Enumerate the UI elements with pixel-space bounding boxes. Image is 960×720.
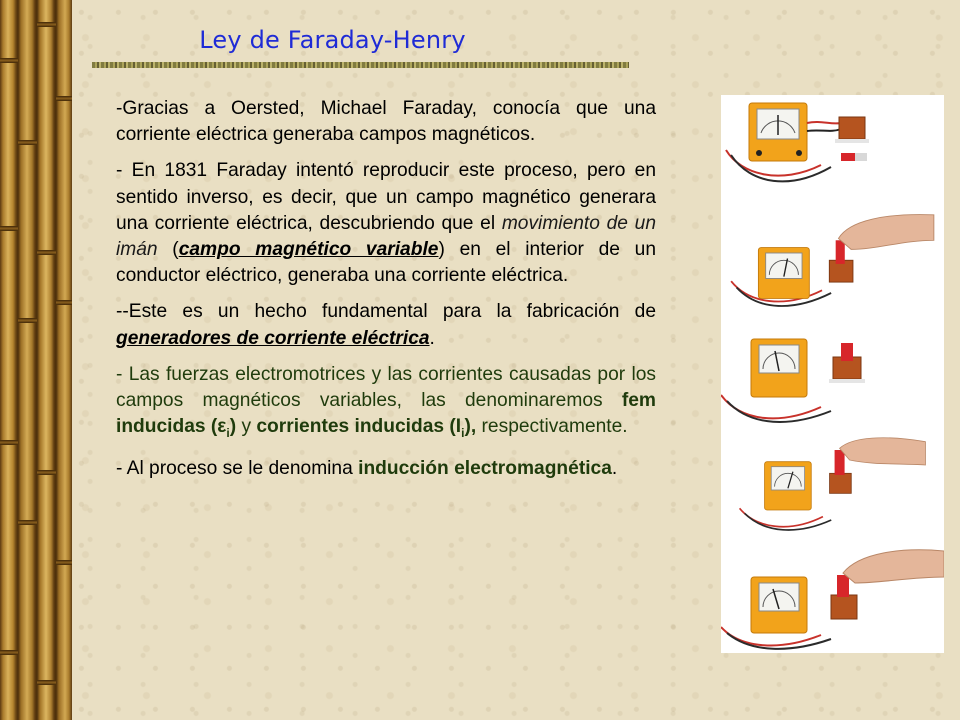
key-term: ), — [464, 416, 477, 438]
paragraph-text: -Gracias a Oersted, Michael Faraday, conocía que una corriente eléctrica generaba campos magnéticos. — [116, 98, 656, 146]
paragraph-text: ( — [157, 239, 179, 261]
title-divider — [92, 62, 629, 68]
key-term: inducción electromagnética — [358, 458, 612, 480]
key-term: fem inducidas ( — [116, 390, 656, 438]
paragraph-text: . — [611, 458, 618, 480]
paragraph-text: . — [429, 327, 435, 349]
italic-phrase: movimiento de un imán — [116, 212, 656, 261]
epsilon-symbol — [217, 416, 230, 441]
paragraph-text: --Este es un hecho fundamental para la fabricación de — [116, 301, 656, 323]
magnet-illustration — [841, 153, 855, 161]
paragraph-text: - Al proceso se le denomina — [116, 458, 359, 480]
galvanometer-illustration — [721, 327, 944, 427]
hand-illustration — [840, 438, 926, 465]
key-term: campo magnético variable — [178, 239, 439, 261]
paragraph-fem — [116, 362, 656, 446]
hand-illustration — [838, 215, 933, 250]
epsilon-char: ε — [217, 416, 227, 438]
experiment-photo-panel — [721, 95, 944, 653]
coil-illustration — [830, 473, 852, 493]
paragraph-faraday-1831 — [116, 158, 656, 289]
subscript: i — [461, 426, 465, 441]
galvanometer-illustration — [721, 547, 944, 653]
magnet-illustration — [836, 240, 845, 264]
page-title: Ley de Faraday-Henry — [199, 26, 466, 54]
paragraph-text: y — [236, 416, 257, 438]
magnet-illustration — [835, 450, 845, 475]
galvanometer-illustration — [721, 95, 944, 195]
coil-illustration — [839, 117, 865, 139]
galvanometer-illustration — [721, 435, 944, 535]
content-text — [116, 96, 656, 492]
paragraph-induccion — [116, 456, 656, 482]
coil-illustration — [831, 595, 857, 619]
paragraph-text: - Las fuerzas electromotrices y las corrientes causadas por los campos magnéticos variables, las denominaremos — [116, 363, 656, 412]
galvanometer-illustration — [721, 213, 944, 313]
magnet-illustration — [837, 575, 849, 597]
key-term: corrientes inducidas (I — [256, 416, 462, 438]
hand-illustration — [843, 550, 944, 583]
key-term: ) — [229, 416, 237, 438]
key-term: generadores de corriente eléctrica — [116, 327, 430, 349]
paragraph-text: - En 1831 Faraday intentó reproducir este proceso, pero en sentido inverso, es decir, que un campo magnético generara una corriente eléctrica, descubriendo que el — [116, 160, 656, 234]
paragraph-text: respectivamente. — [476, 416, 628, 438]
paragraph-generators — [116, 299, 656, 351]
bamboo-border — [0, 0, 72, 720]
subscript: i — [226, 426, 230, 441]
paragraph-oersted — [116, 96, 656, 148]
paragraph-text: ) en el interior de un conductor eléctrico, generaba una corriente eléctrica. — [116, 239, 657, 287]
magnet-illustration — [841, 343, 853, 361]
